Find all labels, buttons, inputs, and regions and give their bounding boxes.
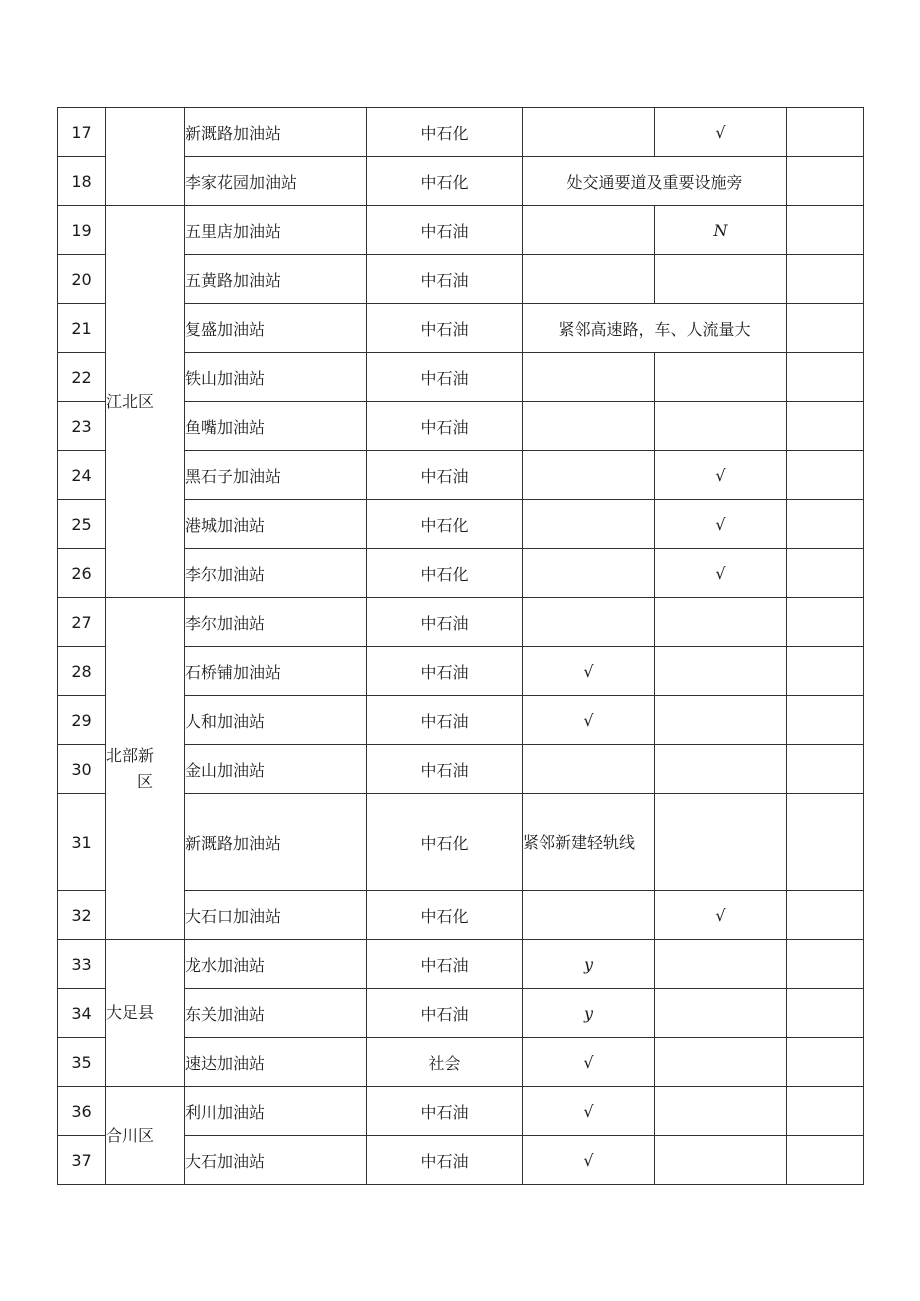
table-row [58, 598, 864, 647]
mark-b [655, 1038, 787, 1087]
district-beibu-line1: 北部新 [106, 745, 155, 765]
company: 中石油 [367, 255, 523, 304]
extra-cell [787, 647, 864, 696]
mark-b [655, 1087, 787, 1136]
mark-b [655, 696, 787, 745]
company: 中石油 [367, 989, 523, 1038]
row-number: 21 [58, 304, 106, 353]
mark-a [523, 549, 655, 598]
mark-b [655, 794, 787, 891]
row-number: 31 [58, 794, 106, 891]
mark-b [655, 1136, 787, 1185]
station-name: 新溉路加油站 [185, 794, 367, 891]
extra-cell [787, 451, 864, 500]
extra-cell [787, 696, 864, 745]
mark-b [655, 989, 787, 1038]
station-name: 李尔加油站 [185, 598, 367, 647]
company: 中石油 [367, 696, 523, 745]
mark-b: √ [655, 891, 787, 940]
extra-cell [787, 500, 864, 549]
mark-a [523, 402, 655, 451]
row-number: 19 [58, 206, 106, 255]
company: 中石化 [367, 157, 523, 206]
extra-cell [787, 940, 864, 989]
company: 中石油 [367, 206, 523, 255]
station-name: 复盛加油站 [185, 304, 367, 353]
row-number: 34 [58, 989, 106, 1038]
station-name: 大石加油站 [185, 1136, 367, 1185]
extra-cell [787, 304, 864, 353]
mark-a: √ [523, 696, 655, 745]
company: 中石油 [367, 402, 523, 451]
company: 中石油 [367, 1136, 523, 1185]
row-number: 29 [58, 696, 106, 745]
mark-b [655, 402, 787, 451]
mark-b [655, 255, 787, 304]
extra-cell [787, 989, 864, 1038]
company: 中石化 [367, 794, 523, 891]
district-beibu [106, 598, 185, 940]
note: 处交通要道及重要设施旁 [523, 157, 787, 206]
mark-a: y [523, 940, 655, 989]
row-number: 26 [58, 549, 106, 598]
mark-b [655, 940, 787, 989]
table-row [58, 940, 864, 989]
row-number: 20 [58, 255, 106, 304]
table-row [58, 1087, 864, 1136]
mark-a [523, 108, 655, 157]
mark-b [655, 353, 787, 402]
station-name: 五里店加油站 [185, 206, 367, 255]
company: 中石化 [367, 108, 523, 157]
mark-a: √ [523, 647, 655, 696]
mark-b: √ [655, 108, 787, 157]
row-number: 30 [58, 745, 106, 794]
station-name: 李家花园加油站 [185, 157, 367, 206]
company: 中石油 [367, 647, 523, 696]
company: 社会 [367, 1038, 523, 1087]
station-name: 龙水加油站 [185, 940, 367, 989]
extra-cell [787, 402, 864, 451]
station-name: 黑石子加油站 [185, 451, 367, 500]
mark-a: y [523, 989, 655, 1038]
mark-a [523, 206, 655, 255]
row-number: 28 [58, 647, 106, 696]
extra-cell [787, 157, 864, 206]
extra-cell [787, 353, 864, 402]
mark-a [523, 255, 655, 304]
extra-cell [787, 745, 864, 794]
station-name: 鱼嘴加油站 [185, 402, 367, 451]
company: 中石油 [367, 451, 523, 500]
company: 中石油 [367, 1087, 523, 1136]
station-name: 金山加油站 [185, 745, 367, 794]
mark-a [523, 353, 655, 402]
extra-cell [787, 1038, 864, 1087]
mark-a: √ [523, 1087, 655, 1136]
mark-b: √ [655, 549, 787, 598]
row-number: 32 [58, 891, 106, 940]
mark-b: N [655, 206, 787, 255]
mark-a [523, 451, 655, 500]
extra-cell [787, 206, 864, 255]
table-row [58, 108, 864, 157]
table-row [58, 206, 864, 255]
extra-cell [787, 255, 864, 304]
row-number: 18 [58, 157, 106, 206]
extra-cell [787, 549, 864, 598]
mark-a: √ [523, 1038, 655, 1087]
station-name: 铁山加油站 [185, 353, 367, 402]
mark-b: √ [655, 451, 787, 500]
row-number: 17 [58, 108, 106, 157]
extra-cell [787, 1087, 864, 1136]
extra-cell [787, 794, 864, 891]
row-number: 37 [58, 1136, 106, 1185]
company: 中石油 [367, 353, 523, 402]
note: 紧邻高速路，车、人流量大 [523, 304, 787, 353]
station-name: 五黄路加油站 [185, 255, 367, 304]
company: 中石化 [367, 891, 523, 940]
mark-a [523, 745, 655, 794]
station-name: 利川加油站 [185, 1087, 367, 1136]
company: 中石化 [367, 500, 523, 549]
gas-station-table [57, 107, 864, 1185]
district-hechuan: 合川区 [106, 1087, 185, 1185]
company: 中石油 [367, 940, 523, 989]
station-name: 速达加油站 [185, 1038, 367, 1087]
extra-cell [787, 108, 864, 157]
mark-b [655, 745, 787, 794]
row-number: 22 [58, 353, 106, 402]
company: 中石油 [367, 304, 523, 353]
company: 中石油 [367, 745, 523, 794]
station-name: 港城加油站 [185, 500, 367, 549]
station-name: 新溉路加油站 [185, 108, 367, 157]
mark-a [523, 891, 655, 940]
mark-b [655, 647, 787, 696]
district-jiangbei: 江北区 [106, 206, 185, 598]
extra-cell [787, 1136, 864, 1185]
mark-b: √ [655, 500, 787, 549]
mark-a [523, 500, 655, 549]
extra-cell [787, 598, 864, 647]
row-number: 23 [58, 402, 106, 451]
row-number: 24 [58, 451, 106, 500]
extra-cell [787, 891, 864, 940]
station-name: 李尔加油站 [185, 549, 367, 598]
district-cell [106, 108, 185, 206]
mark-a [523, 598, 655, 647]
row-number: 33 [58, 940, 106, 989]
row-number: 25 [58, 500, 106, 549]
note: 紧邻新建轻轨线 [523, 794, 655, 891]
mark-a: √ [523, 1136, 655, 1185]
row-number: 27 [58, 598, 106, 647]
district-beibu-line2: 区 [136, 771, 153, 791]
row-number: 36 [58, 1087, 106, 1136]
district-dazu: 大足县 [106, 940, 185, 1087]
station-name: 大石口加油站 [185, 891, 367, 940]
row-number: 35 [58, 1038, 106, 1087]
mark-b [655, 598, 787, 647]
station-name: 人和加油站 [185, 696, 367, 745]
station-name: 石桥铺加油站 [185, 647, 367, 696]
station-name: 东关加油站 [185, 989, 367, 1038]
company: 中石化 [367, 549, 523, 598]
company: 中石油 [367, 598, 523, 647]
